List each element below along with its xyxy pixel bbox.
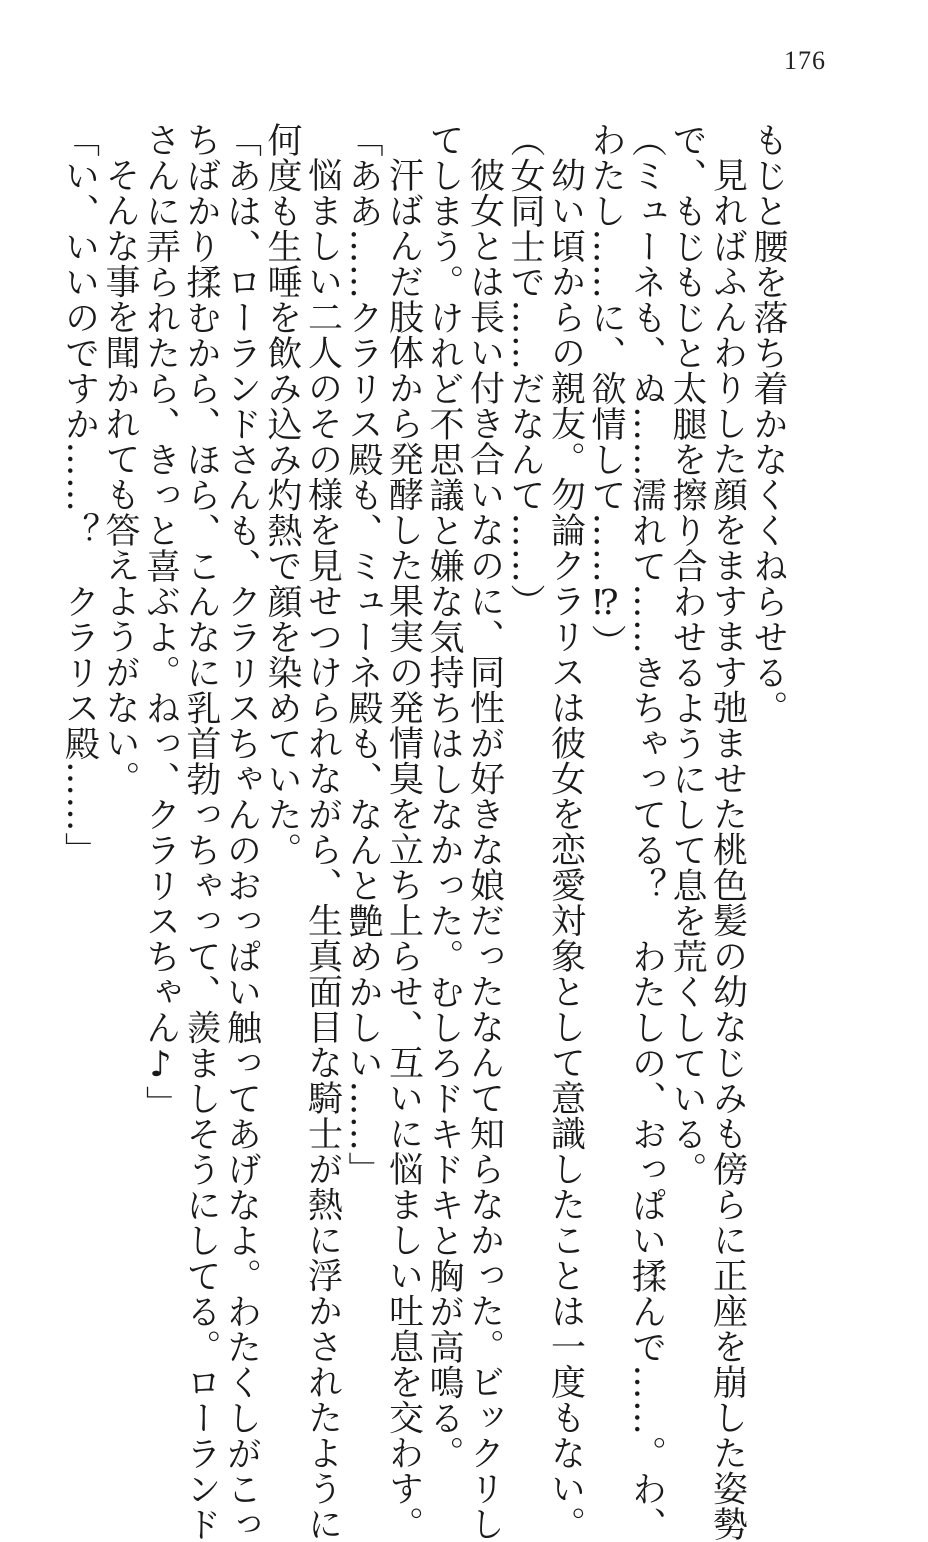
text-line: 「あは、ローランドさんも、クラリスちゃんのおっぱい触ってあげなよ。わたくしがこっ [221,122,262,1542]
text-line: 見ればふんわりした顔をますます弛ませた桃色髪の幼なじみも傍らに正座を崩した姿勢 [707,157,748,1542]
body-text [59,122,788,1542]
text-line: 幼い頃からの親友。勿論クラリスは彼女を恋愛対象として意識したことは一度もない。 [545,157,586,1542]
text-line: （ミューネも、ぬ……濡れて……きちゃってる？ わたしの、おっぱい揉んで……。わ、 [626,122,667,1542]
text-line: 何度も生唾を飲み込み灼熱で顔を染めていた。 [262,122,302,868]
text-line: で、もじもじと太腿を擦り合わせるようにして息を荒くしている。 [667,122,707,1187]
text-line: そんな事を聞かれても答えようがない。 [100,157,140,796]
text-line: （女同士で……だなんて……） [505,122,545,619]
text-line: 汗ばんだ肢体から発酵した果実の発情臭を立ち上らせ、互いに悩ましい吐息を交わす。 [383,157,424,1542]
page-number: 176 [784,46,826,75]
text-line: 悩ましい二人のその様を見せつけられながら、生真面目な騎士が熱に浮かされたように [302,157,343,1542]
text-line: 彼女とは長い付き合いなのに、同性が好きな娘だったなんて知らなかった。ビックリし [464,157,505,1542]
text-line: わたし……に、欲情して……⁉） [586,122,626,660]
text-line: 「ああ……クラリス殿も、ミューネ殿も、なんと艶めかしい……」 [343,122,383,1187]
text-line: もじと腰を落ち着かなくくねらせる。 [748,122,788,726]
text-line: ちばかり揉むから、ほら、こんなに乳首勃っちゃって、羨ましそうにしてる。ローランド [181,122,221,1542]
text-line: 「い、いいのですか……？ クラリス殿……」 [59,122,100,868]
text-line: てしまう。けれど不思議と嫌な気持ちはしなかった。むしろドキドキと胸が高鳴る。 [424,122,464,1471]
text-line: さんに弄られたら、きっと喜ぶよ。ねっ、クラリスちゃん♪」 [140,122,181,1121]
